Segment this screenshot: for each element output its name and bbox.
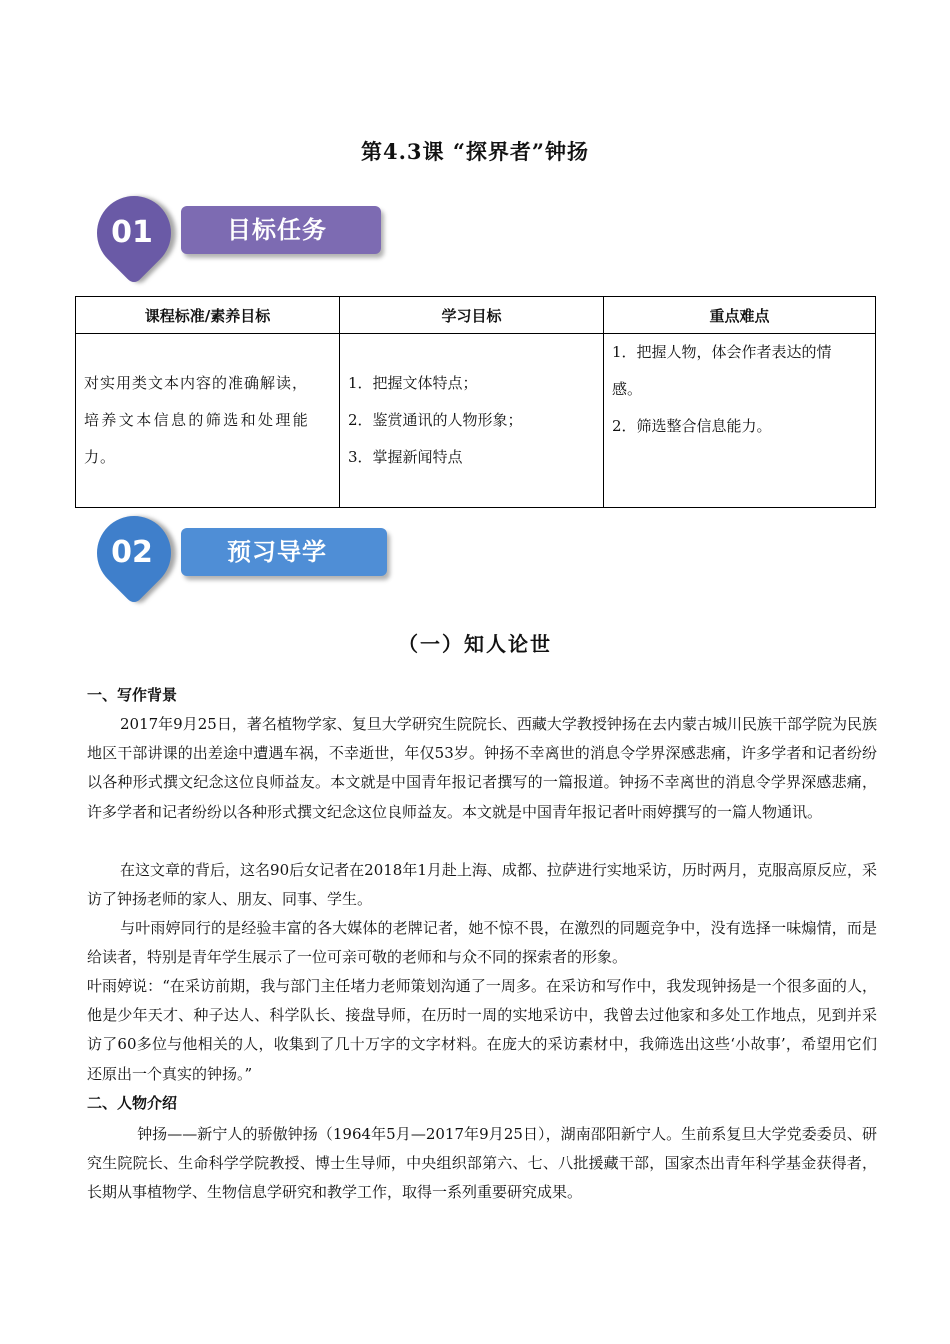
badge-number: 01: [111, 215, 153, 250]
paragraph-text: 钟扬——新宁人的骄傲钟扬（1964年5月—2017年9月25日），湖南邵阳新宁人。生前系复旦大学党委委员、研究生院院长、生命科学学院教授、博士生导师，中央组织部第六、七、八批援藏干部，国家杰出青年科学基金获得者，长期从事植物学、生物信息学研究和教学工作，取得一系列重要研究成果。: [87, 1125, 877, 1202]
paragraph-text: 2017年9月25日，著名植物学家、复旦大学研究生院院长、西藏大学教授钟扬在去内蒙古城川民族干部学院为民族地区干部讲课的出差途中遭遇车祸，不幸逝世，年仅53岁。钟扬不幸离世的消息令学界深感悲痛，许多学者和记者纷纷以各种形式撰文纪念这位良师益友。本文就是中国青年报记者撰写的一篇报道。钟扬不幸离世的消息令学界深感悲痛，许多学者和记者纷纷以各种形式撰文纪念这位良师益友。本文就是中国青年报记者叶雨婷撰写的一篇人物通讯。: [87, 715, 877, 821]
heading-biography: 二、人物介绍: [87, 1094, 178, 1112]
cell-line: 1．把握文体特点；: [348, 374, 478, 392]
cell-line: 对实用类文本内容的准确解读，: [84, 374, 309, 392]
cell-line: 3．掌握新闻特点: [348, 448, 463, 466]
heading-background: 一、写作背景: [87, 686, 178, 704]
paragraph-background: [87, 710, 877, 827]
paragraph-text: 与叶雨婷同行的是经验丰富的各大媒体的老牌记者，她不惊不畏，在激烈的同题竞争中，没有选择一味煽情，而是给读者，特别是青年学生展示了一位可亲可敬的老师和与众不同的探索者的形象。: [87, 919, 877, 967]
paragraph-competition: [87, 914, 877, 972]
cell-key-points: [604, 334, 876, 508]
paragraph-biography: [87, 1120, 877, 1208]
cell-line: 1．把握人物，体会作者表达的情: [612, 343, 832, 361]
header-objectives: 学习目标: [340, 297, 604, 334]
badge-label: 预习导学: [181, 528, 387, 576]
cell-line: 培养文本信息的筛选和处理能: [84, 411, 311, 429]
paragraph-text: 叶雨婷说：“在采访前期，我与部门主任堵力老师策划沟通了一周多。在采访和写作中，我发现钟扬是一个很多面的人，他是少年天才、种子达人、科学队长、接盘导师，在历时一周的实地采访中，我曾去过他家和多处工作地点，见到并采访了60多位与他相关的人，收集到了几十万字的文字材料。在庞大的采访素材中，我筛选出这些‘小故事’，希望用它们还原出一个真实的钟扬。”: [87, 977, 877, 1083]
header-standard: 课程标准/素养目标: [76, 297, 340, 334]
cell-line: 感。: [612, 380, 643, 398]
section-title: （一）知人论世: [398, 632, 552, 656]
goals-table: [75, 296, 876, 508]
section-badge-02: [95, 516, 395, 596]
header-key-points: 重点难点: [604, 297, 876, 334]
paragraph-trip: [87, 856, 877, 914]
table-row: [76, 334, 876, 508]
cell-line: 力。: [84, 448, 117, 466]
badge-number: 02: [111, 535, 153, 570]
page-title: 第4.3课 “探界者”钟扬: [360, 139, 589, 164]
section-badge-01: [95, 196, 385, 276]
paragraph-quote: [87, 972, 877, 1089]
cell-standard: [76, 334, 340, 508]
badge-label: 目标任务: [181, 206, 381, 254]
cell-line: 2．筛选整合信息能力。: [612, 417, 772, 435]
table-header-row: [76, 297, 876, 334]
cell-line: 2．鉴赏通讯的人物形象；: [348, 411, 523, 429]
paragraph-text: 在这文章的背后，这名90后女记者在2018年1月赴上海、成都、拉萨进行实地采访，历时两月，克服高原反应，采访了钟扬老师的家人、朋友、同事、学生。: [87, 861, 877, 909]
cell-objectives: [340, 334, 604, 508]
